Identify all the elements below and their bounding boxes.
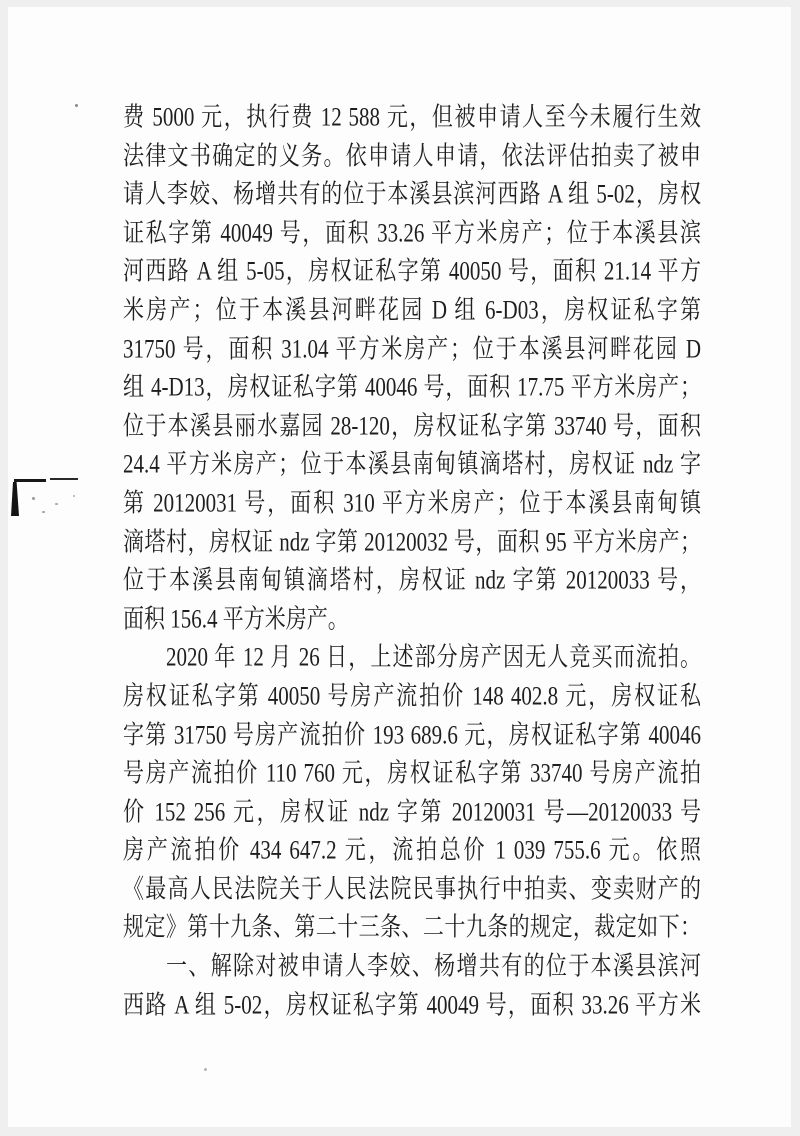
text-line: 31750 号，面积 31.04 平方米房产；位于本溪县河畔花园 D [123,333,701,364]
scan-speck [73,495,75,497]
text-line: 房权证私字第 40050 号房产流拍价 148 402.8 元，房权证私 [123,680,701,711]
text-line: 河西路 A 组 5-05，房权证私字第 40050 号，面积 21.14 平方 [123,256,701,287]
scan-speck [42,511,45,513]
scan-speck [32,497,35,500]
text-line: 法律文书确定的义务。依申请人申请，依法评估拍卖了被申 [123,140,701,171]
text-line: 位于本溪县南甸镇滴塔村，房权证 ndz 字第 20120033 号， [123,565,701,596]
text-line: 规定》第十九条、第二十三条、二十九条的规定，裁定如下： [123,912,701,943]
text-line: 价 152 256 元，房权证 ndz 字第 20120031 号—20120033 号 [123,796,701,827]
text-line: 《最高人民法院关于人民法院民事执行中拍卖、变卖财产的 [123,873,701,904]
text-line: 证私字第 40049 号，面积 33.26 平方米房产；位于本溪县滨 [123,217,701,248]
scan-speck [204,1068,207,1071]
text-line: 房产流拍价 434 647.2 元，流拍总价 1 039 755.6 元。依照 [123,835,701,866]
text-line: 2020 年 12 月 26 日，上述部分房产因无人竞买而流拍。 [166,642,701,673]
text-line: 米房产；位于本溪县河畔花园 D 组 6-D03，房权证私字第 [123,294,701,325]
text-line: 号房产流拍价 110 760 元，房权证私字第 33740 号房产流拍 [123,758,701,789]
ink-smudge [14,479,46,482]
text-line: 请人李姣、杨增共有的位于本溪县滨河西路 A 组 5-02，房权 [123,179,701,210]
text-line: 24.4 平方米房产；位于本溪县南甸镇滴塔村，房权证 ndz 字 [123,449,701,480]
text-line: 一、解除对被申请人李姣、杨增共有的位于本溪县滨河 [166,950,701,981]
body-text [123,98,701,1024]
text-line: 面积 156.4 平方米房产。 [123,603,349,634]
text-line: 字第 31750 号房产流拍价 193 689.6 元，房权证私字第 40046 [123,719,701,750]
scan-speck [75,104,78,107]
text-line: 组 4-D13，房权证私字第 40046 号，面积 17.75 平方米房产； [123,372,701,403]
text-line: 滴塔村，房权证 ndz 字第 20120032 号，面积 95 平方米房产； [123,526,701,557]
scan-speck [55,503,58,505]
scanned-page [8,7,791,1127]
text-line: 费 5000 元，执行费 12 588 元，但被申请人至今未履行生效 [123,101,701,132]
text-line: 西路 A 组 5-02，房权证私字第 40049 号，面积 33.26 平方米 [123,989,701,1020]
text-line: 第 20120031 号，面积 310 平方米房产；位于本溪县南甸镇 [123,487,701,518]
ink-smudge [50,478,78,480]
text-line: 位于本溪县丽水嘉园 28-120，房权证私字第 33740 号，面积 [123,410,701,441]
